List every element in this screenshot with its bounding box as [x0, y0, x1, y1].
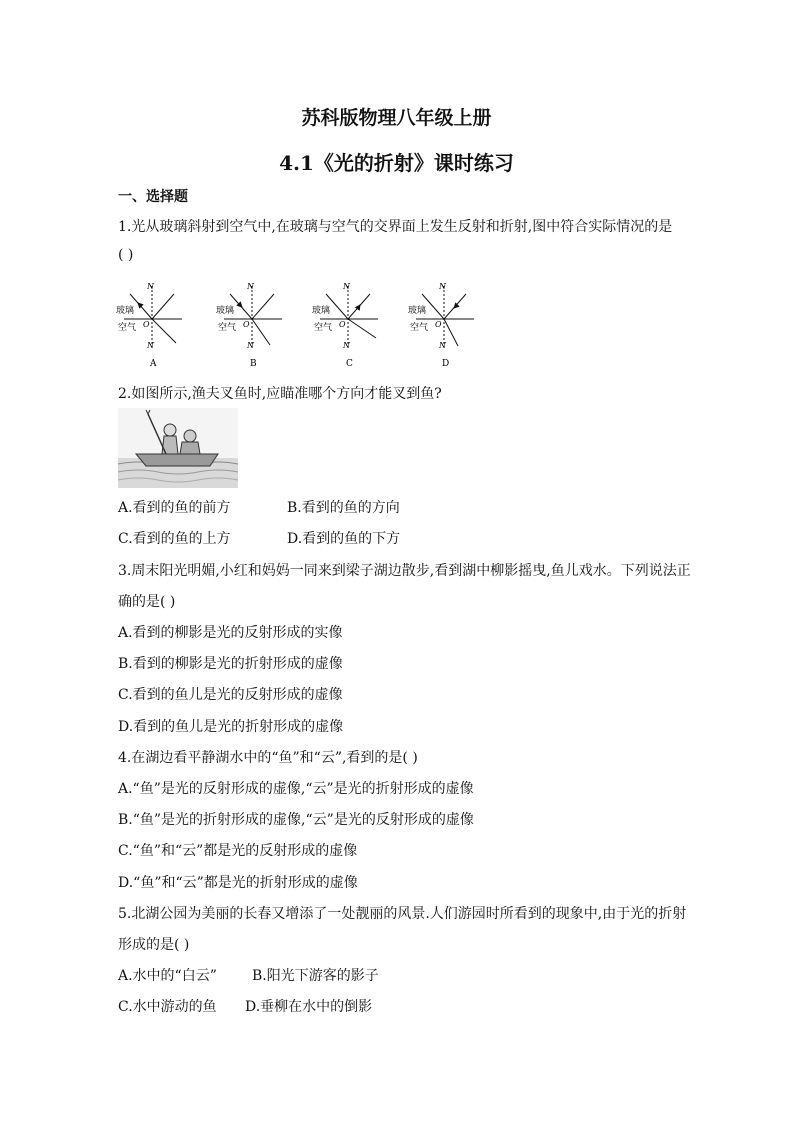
air-label: 空气 — [410, 323, 429, 333]
panel-label: C — [346, 359, 353, 369]
origin-label: O — [143, 320, 150, 329]
origin-label: O — [339, 320, 346, 329]
document-title: 苏科版物理八年级上册 — [301, 107, 492, 129]
q1-diagram-d — [408, 282, 474, 369]
glass-label: 玻璃 — [312, 306, 331, 316]
air-label: 空气 — [314, 323, 333, 333]
normal-label: N — [247, 341, 254, 350]
q5-option-d: D.垂柳在水中的倒影 — [245, 999, 373, 1015]
origin-label: O — [435, 320, 442, 329]
q5-option-a: A.水中的“白云” — [118, 968, 217, 984]
q5-option-b: B.阳光下游客的影子 — [252, 968, 379, 984]
glass-label: 玻璃 — [216, 306, 235, 316]
normal-label: N — [343, 282, 350, 291]
q2-option-b: B.看到的鱼的方向 — [287, 500, 400, 516]
normal-label: N — [343, 341, 350, 350]
q2-option-a: A.看到的鱼的前方 — [118, 500, 231, 516]
q5-text-line2: 形成的是( ) — [118, 937, 190, 953]
section-heading: 一、选择题 — [118, 189, 188, 205]
q1-diagram-b — [216, 282, 282, 369]
q2-option-c: C.看到的鱼的上方 — [118, 531, 231, 547]
q3-text-line1: 3.周末阳光明媚,小红和妈妈一同来到梁子湖边散步,看到湖中柳影摇曳,鱼儿戏水。下列说法正 — [118, 563, 691, 579]
q2-text: 2.如图所示,渔夫叉鱼时,应瞄准哪个方向才能叉到鱼? — [118, 386, 442, 402]
origin-label: O — [243, 320, 250, 329]
q4-option-d: D.“鱼”和“云”都是光的折射形成的虚像 — [118, 875, 358, 891]
q4-option-b: B.“鱼”是光的折射形成的虚像,“云”是光的反射形成的虚像 — [118, 812, 474, 828]
fisherman-boat-illustration — [118, 408, 238, 488]
q5-option-c: C.水中游动的鱼 — [118, 999, 217, 1015]
panel-label: D — [442, 359, 450, 369]
q1-diagram-a — [116, 282, 182, 369]
q2-option-d: D.看到的鱼的下方 — [287, 531, 401, 547]
q1-diagram-c — [312, 282, 378, 369]
normal-label: N — [247, 282, 254, 291]
glass-label: 玻璃 — [408, 306, 427, 316]
normal-label: N — [439, 282, 446, 291]
normal-label: N — [147, 282, 154, 291]
q5-text-line1: 5.北湖公园为美丽的长春又增添了一处靓丽的风景.人们游园时所看到的现象中,由于光的折射 — [118, 906, 687, 922]
normal-label: N — [147, 341, 154, 350]
normal-label: N — [439, 341, 446, 350]
q4-option-a: A.“鱼”是光的反射形成的虚像,“云”是光的折射形成的虚像 — [118, 781, 474, 797]
q3-option-c: C.看到的鱼儿是光的反射形成的虚像 — [118, 687, 343, 703]
q1-refraction-diagrams — [112, 280, 484, 370]
q4-option-c: C.“鱼”和“云”都是光的反射形成的虚像 — [118, 843, 358, 859]
q1-text-line2: ( ) — [118, 247, 134, 263]
q3-text-line2: 确的是( ) — [118, 594, 176, 610]
document-subtitle: 4.1《光的折射》课时练习 — [279, 151, 514, 175]
q3-option-b: B.看到的柳影是光的折射形成的虚像 — [118, 656, 343, 672]
air-label: 空气 — [118, 323, 137, 333]
q3-option-a: A.看到的柳影是光的反射形成的实像 — [118, 625, 343, 641]
q1-text-line1: 1.光从玻璃斜射到空气中,在玻璃与空气的交界面上发生反射和折射,图中符合实际情况的是 — [118, 219, 673, 235]
air-label: 空气 — [218, 323, 237, 333]
q3-option-d: D.看到的鱼儿是光的折射形成的虚像 — [118, 719, 344, 735]
glass-label: 玻璃 — [116, 306, 135, 316]
q4-text: 4.在湖边看平静湖水中的“鱼”和“云”,看到的是( ) — [118, 750, 418, 766]
panel-label: B — [250, 359, 257, 369]
panel-label: A — [150, 359, 157, 369]
